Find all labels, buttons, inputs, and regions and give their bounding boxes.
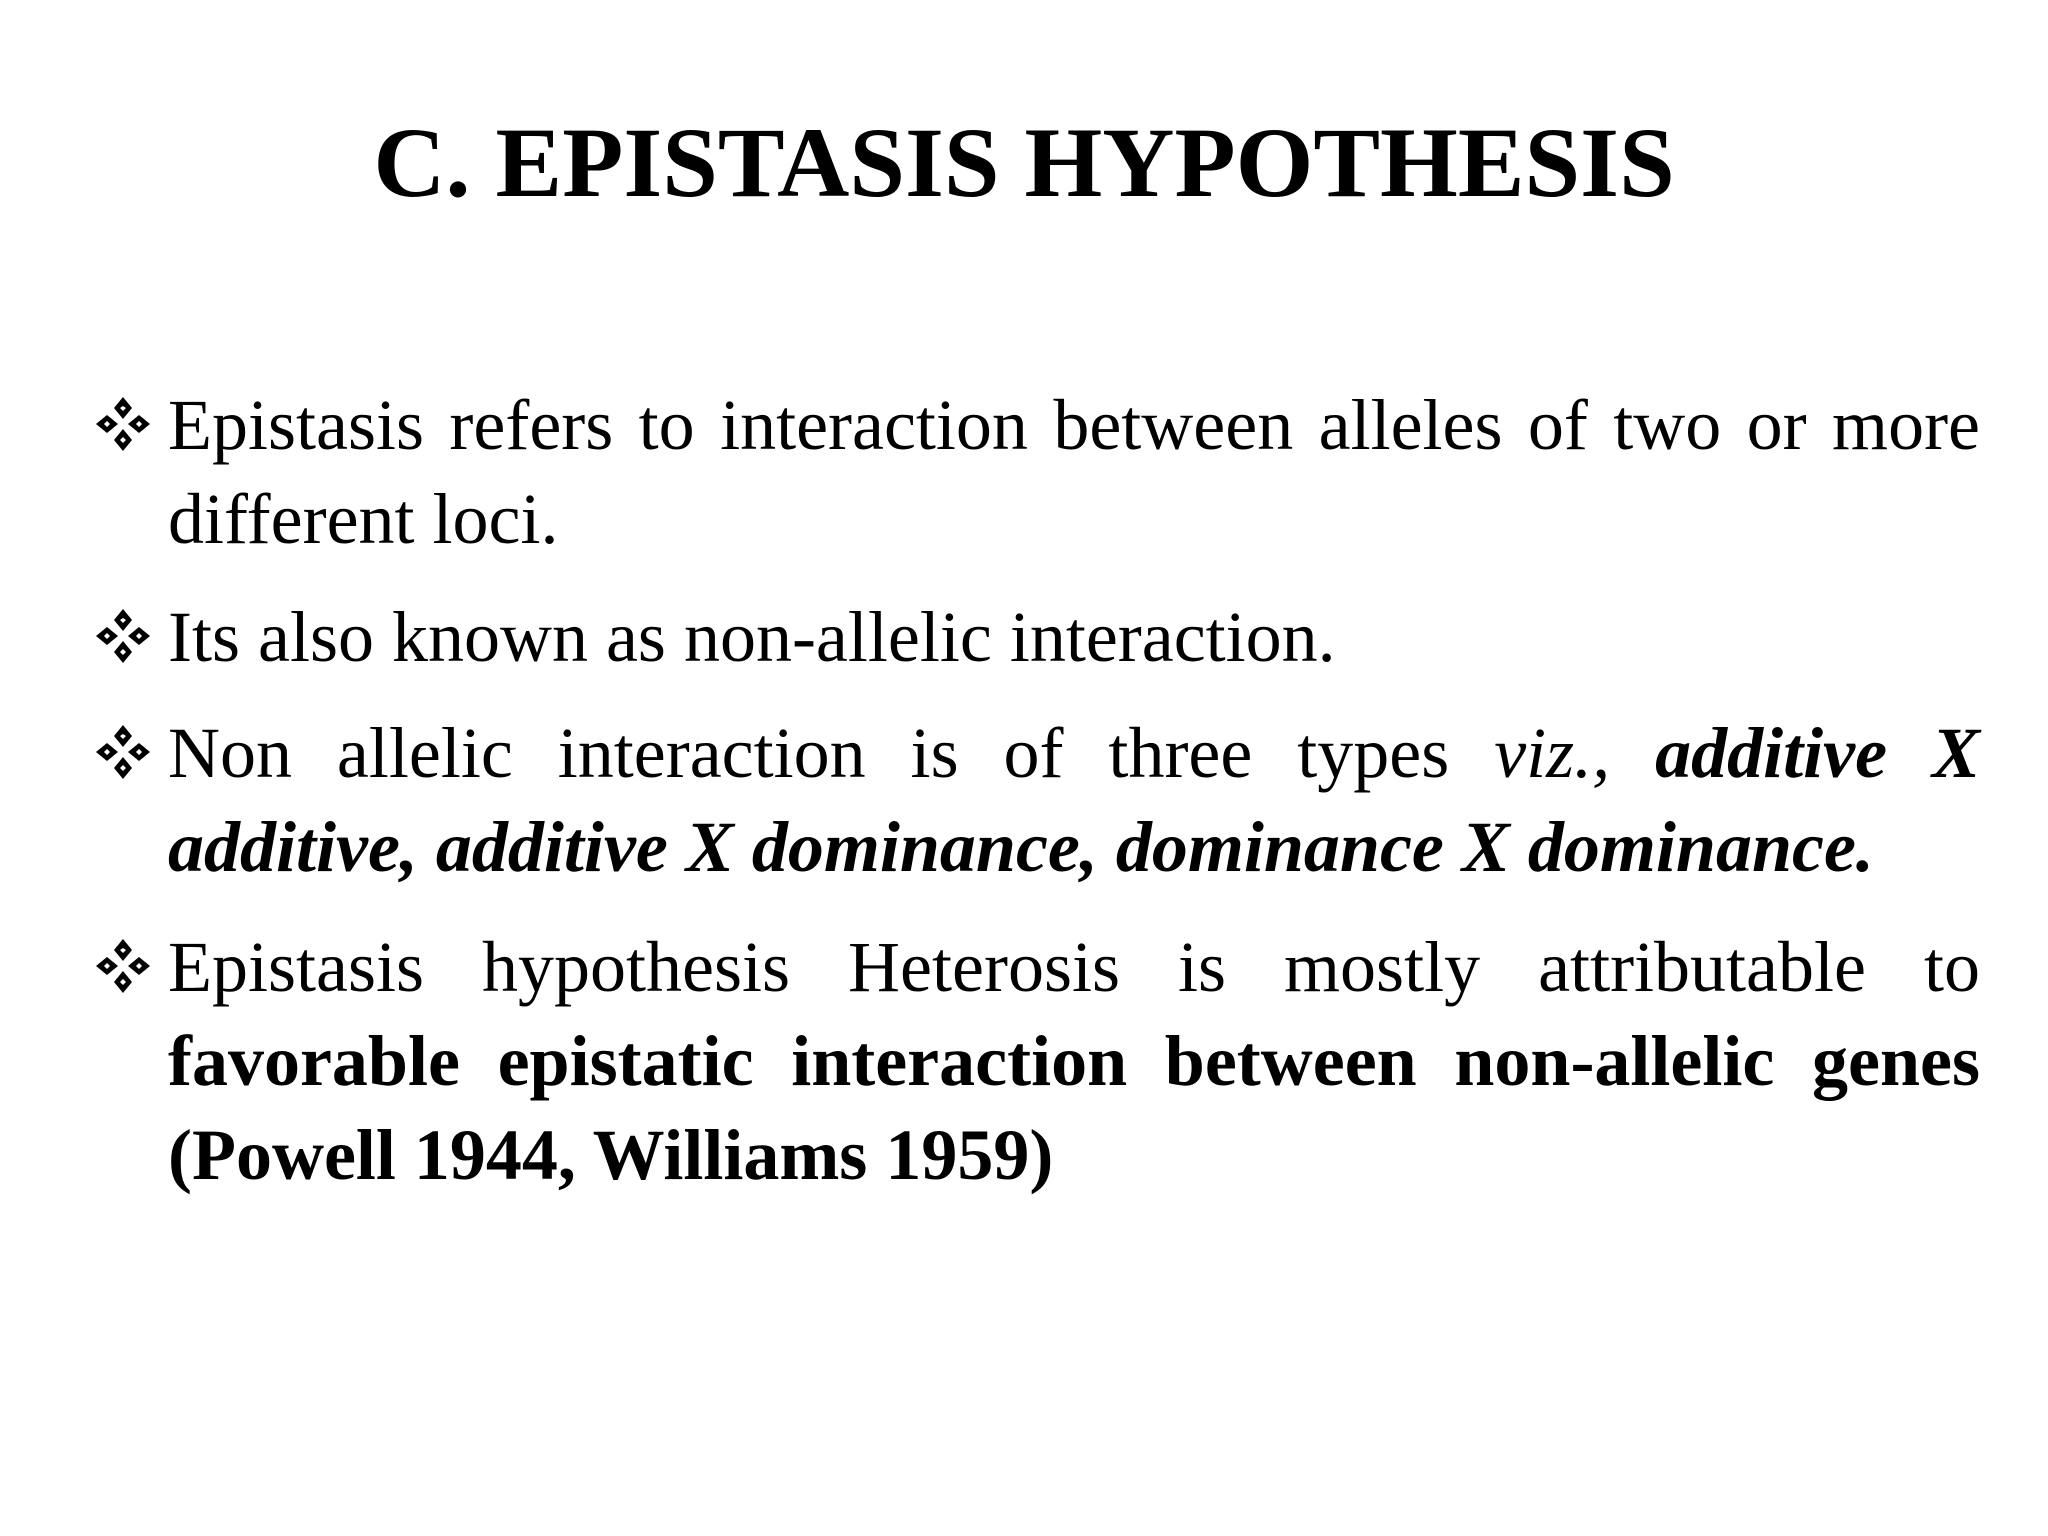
bullet-list: [95, 378, 1980, 1226]
four-diamond-bullet-icon: [95, 938, 151, 994]
four-diamond-bullet-icon: [95, 608, 151, 664]
bullet-text: [168, 713, 1980, 887]
bullet-text-segment: [1610, 713, 1655, 793]
bullet-item: [95, 590, 1980, 684]
four-diamond-bullet-icon: [95, 724, 151, 780]
bullet-item: [95, 920, 1980, 1202]
bullet-item: [95, 706, 1980, 894]
bullet-text-segment: Epistasis hypothesis Heterosis is mostly attributable to: [168, 927, 1980, 1007]
bullet-text-segment: Non allelic interaction is of three types: [168, 713, 1495, 793]
bullet-text-segment-bold-italic: additive X additive, additive X dominance, dominance X dominance.: [168, 713, 1980, 887]
bullet-text-segment: Its also known as non-allelic interaction.: [168, 597, 1336, 677]
slide-title: C. EPISTASIS HYPOTHESIS: [373, 107, 1675, 218]
bullet-text: [168, 597, 1336, 677]
bullet-item: [95, 378, 1980, 566]
bullet-text-segment-bold: favorable epistatic interaction between non-allelic genes (Powell 1944, Williams 1959): [168, 1021, 1980, 1195]
bullet-text-segment: Epistasis refers to interaction between alleles of two or more different loci.: [168, 385, 1980, 559]
four-diamond-bullet-icon: [95, 396, 151, 452]
bullet-text: [168, 927, 1980, 1195]
bullet-text: [168, 385, 1980, 559]
bullet-text-segment-italic: viz.,: [1494, 713, 1611, 793]
